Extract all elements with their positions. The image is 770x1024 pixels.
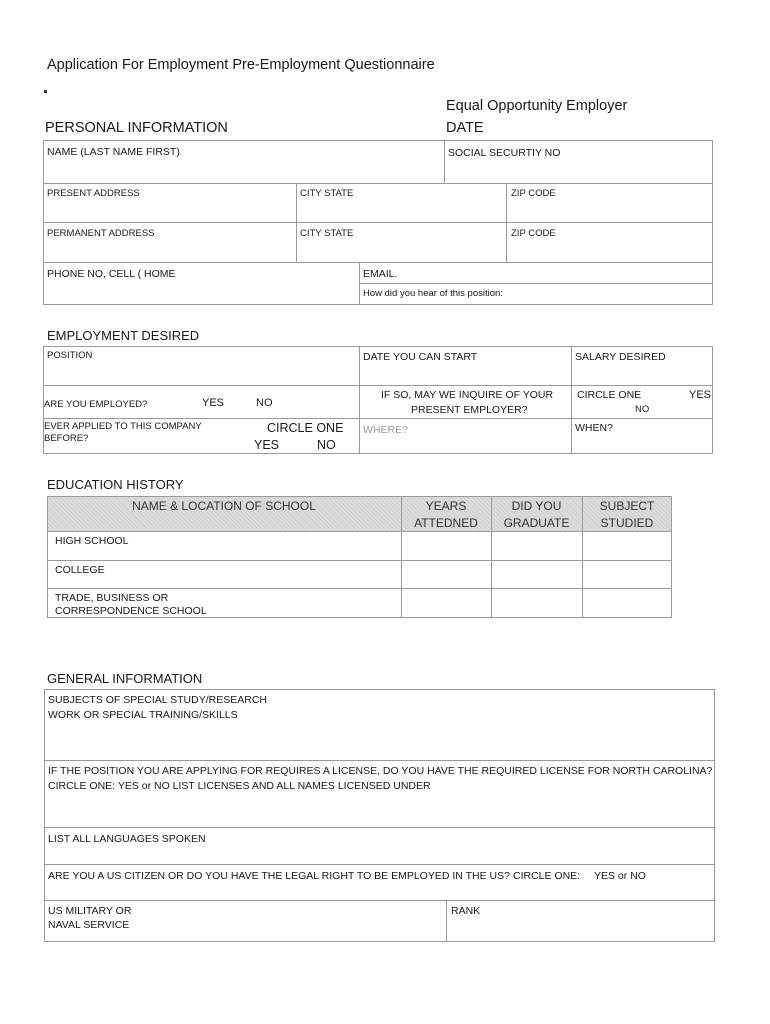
applied-yes-option[interactable]: YES (254, 438, 280, 452)
date-label: DATE (446, 120, 484, 136)
applied-before-line1: EVER APPLIED TO THIS COMPANY (44, 421, 202, 432)
special-study-line1[interactable]: SUBJECTS OF SPECIAL STUDY/RESEARCH (48, 694, 267, 706)
applied-before-line2: BEFORE? (44, 433, 89, 444)
languages-field[interactable]: LIST ALL LANGUAGES SPOKEN (48, 833, 206, 845)
employed-no-option[interactable]: NO (256, 397, 273, 409)
citizen-yes-no-options[interactable]: YES or NO (594, 870, 646, 882)
rank-field[interactable]: RANK (451, 905, 481, 917)
present-city-state-field[interactable]: CITY STATE (300, 188, 354, 199)
when-field[interactable]: WHEN? (575, 422, 613, 434)
special-study-line2[interactable]: WORK OR SPECIAL TRAINING/SKILLS (48, 709, 238, 721)
start-date-field[interactable]: DATE YOU CAN START (363, 351, 478, 363)
inquire-no-option[interactable]: NO (635, 404, 650, 415)
inquire-question-line2: PRESENT EMPLOYER? (411, 404, 528, 416)
graduate-column-header (491, 498, 582, 533)
subject-header-line1: SUBJECT (599, 499, 655, 513)
employment-heading: EMPLOYMENT DESIRED (47, 328, 200, 343)
phone-field[interactable]: PHONE NO, CELL ( HOME (47, 268, 176, 280)
license-question-line1[interactable]: IF THE POSITION YOU ARE APPLYING FOR REQUIRES A LICENSE, DO YOU HAVE THE REQUIRED LICENSE FOR NORTH CAROLINA? (48, 765, 713, 777)
present-zip-field[interactable]: ZIP CODE (511, 188, 556, 199)
name-field[interactable]: NAME (LAST NAME FIRST) (47, 146, 180, 158)
inquire-question-line1: IF SO, MAY WE INQUIRE OF YOUR (381, 389, 554, 401)
employed-question: ARE YOU EMPLOYED? (44, 399, 148, 410)
college-row[interactable]: COLLEGE (55, 564, 105, 576)
general-info-table (44, 689, 715, 942)
high-school-row[interactable]: HIGH SCHOOL (55, 535, 129, 547)
employed-yes-option[interactable]: YES (202, 397, 225, 409)
education-heading: EDUCATION HISTORY (47, 477, 184, 492)
ssn-field[interactable]: SOCIAL SECURTIY NO (448, 147, 561, 159)
permanent-address-field[interactable]: PERMANENT ADDRESS (47, 228, 155, 239)
position-field[interactable]: POSITION (47, 350, 93, 361)
graduate-header-line2: GRADUATE (503, 516, 570, 531)
inquire-yes-option[interactable]: YES (689, 389, 712, 401)
military-line2[interactable]: NAVAL SERVICE (48, 919, 130, 931)
citizen-question: ARE YOU A US CITIZEN OR DO YOU HAVE THE LEGAL RIGHT TO BE EMPLOYED IN THE US? (48, 870, 510, 882)
where-field[interactable]: WHERE? (363, 424, 408, 436)
citizen-circle-one: CIRCLE ONE: (513, 870, 581, 882)
inquire-circle-one: CIRCLE ONE (577, 389, 642, 401)
employer-note: Equal Opportunity Employer (446, 98, 628, 114)
school-column-header: NAME & LOCATION OF SCHOOL (132, 499, 316, 513)
present-address-field[interactable]: PRESENT ADDRESS (47, 188, 140, 199)
years-header-line1: YEARS (425, 499, 467, 513)
license-question-line2[interactable]: CIRCLE ONE: YES or NO LIST LICENSES AND ALL NAMES LICENSED UNDER (48, 780, 431, 792)
trade-school-row-line1[interactable]: TRADE, BUSINESS OR (55, 592, 169, 604)
personal-heading: PERSONAL INFORMATION (45, 120, 228, 136)
hear-about-field[interactable]: How did you hear of this position: (363, 288, 503, 299)
applied-circle-one: CIRCLE ONE (267, 421, 344, 435)
years-header-line2: ATTEDNED (414, 516, 478, 531)
document-title: Application For Employment Pre-Employment Questionnaire (47, 57, 435, 73)
subject-header-line2: STUDIED (600, 516, 654, 531)
permanent-zip-field[interactable]: ZIP CODE (511, 228, 556, 239)
subject-column-header (582, 498, 672, 533)
email-field[interactable]: EMAIL. (363, 268, 398, 280)
military-line1[interactable]: US MILITARY OR (48, 905, 132, 917)
applied-no-option[interactable]: NO (317, 438, 336, 452)
graduate-header-line1: DID YOU (511, 499, 562, 513)
permanent-city-state-field[interactable]: CITY STATE (300, 228, 354, 239)
general-heading: GENERAL INFORMATION (47, 671, 203, 686)
trade-school-row-line2[interactable]: CORRESPONDENCE SCHOOL (55, 605, 207, 617)
years-column-header (401, 498, 491, 533)
bullet-mark (44, 90, 47, 93)
salary-field[interactable]: SALARY DESIRED (575, 351, 666, 363)
